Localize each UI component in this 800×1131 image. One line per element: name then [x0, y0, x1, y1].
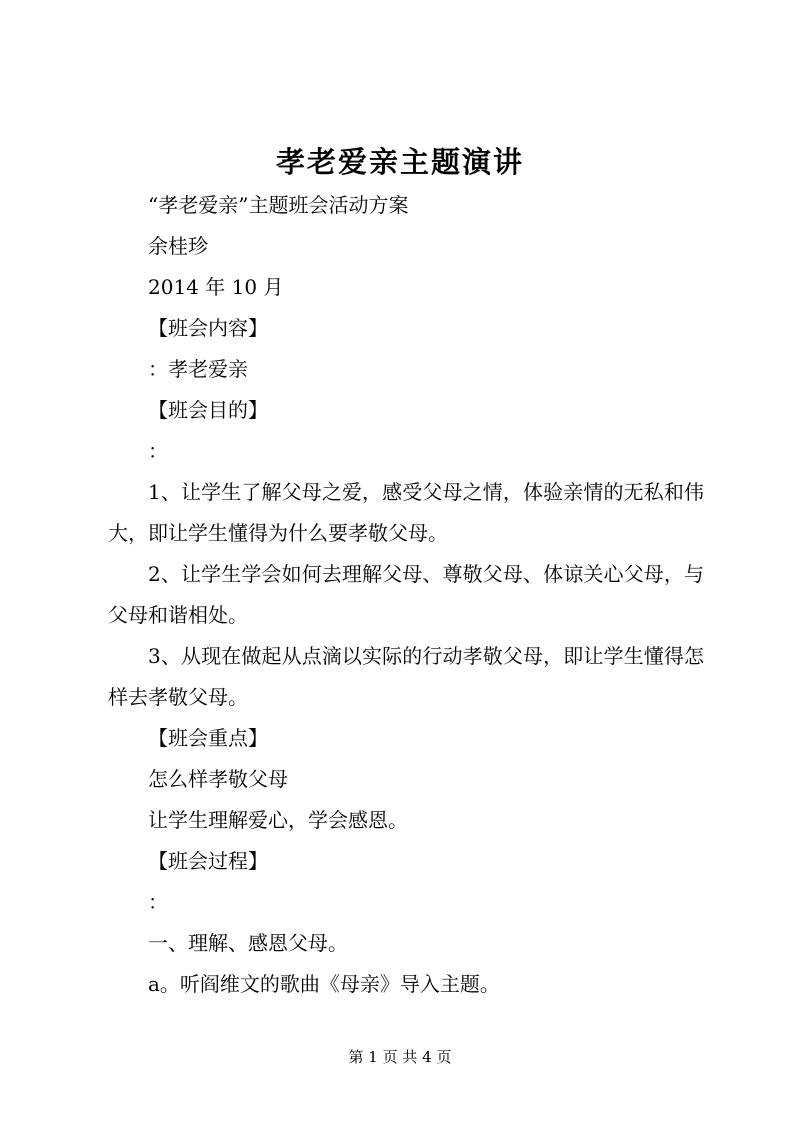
focus-item-1: 怎么样孝敬父母 [148, 767, 288, 791]
section-content-heading: 【班会内容】 [148, 316, 268, 340]
goal-item-3: 3、从现在做起从点滴以实际的行动孝敬父母，即让学生懂得怎样去孝敬父母。 [108, 644, 704, 709]
document-title: 孝老爱亲主题演讲 [275, 145, 524, 179]
plan-heading: “孝老爱亲”主题班会活动方案 [148, 193, 409, 217]
author-name: 余桂珍 [148, 234, 208, 258]
section-goal-heading: 【班会目的】 [148, 398, 268, 422]
process-step-1a: a。听阎维文的歌曲《母亲》导入主题。 [148, 972, 500, 996]
section-process-heading: 【班会过程】 [148, 849, 268, 873]
focus-item-2: 让学生理解爱心，学会感恩。 [148, 808, 408, 832]
document-date: 2014 年 10 月 [148, 275, 284, 299]
section-goal-colon: ： [148, 439, 168, 463]
page-footer: 第 1 页 共 4 页 [348, 1048, 452, 1066]
process-step-1: 一、理解、感恩父母。 [148, 931, 348, 955]
document-body [108, 185, 704, 1005]
section-content-text: ：孝老爱亲 [148, 357, 248, 381]
section-process-colon: ： [148, 890, 168, 914]
section-focus-heading: 【班会重点】 [148, 726, 268, 750]
goal-item-1: 1、让学生了解父母之爱，感受父母之情，体验亲情的无私和伟大，即让学生懂得为什么要孝敬父母。 [108, 480, 704, 545]
goal-item-2: 2、让学生学会如何去理解父母、尊敬父母、体谅关心父母，与父母和谐相处。 [108, 562, 704, 627]
